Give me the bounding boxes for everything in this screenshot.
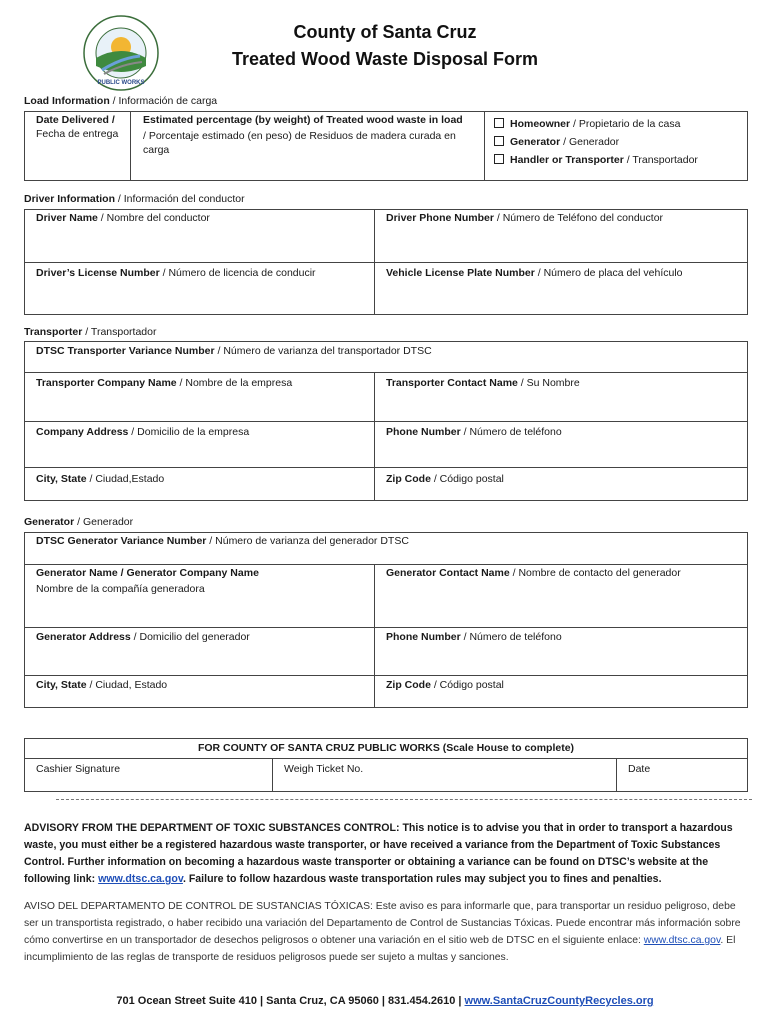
transporter-company-label-es: / Nombre de la empresa — [176, 377, 293, 389]
county-date-field[interactable]: Date — [628, 763, 651, 775]
generator-city-label-es: / Ciudad, Estado — [86, 679, 168, 691]
generator-phone-field[interactable] — [386, 630, 562, 644]
generator-phone-label-es: / Número de teléfono — [460, 631, 562, 643]
generator-label: Generator — [510, 136, 561, 148]
generator-name-field[interactable] — [36, 566, 366, 596]
advisory-en-text: ADVISORY FROM THE DEPARTMENT OF TOXIC SUBSTANCES CONTROL: This notice is to advise you that in order to transport a hazardous waste, you must either be a registered hazardous waste transporter, or have received a variance from the Department of Toxic Substances Control. Further information on becoming a hazardous waste transporter or obtaining a variance can be found on DTSC’s website at the following link: — [24, 822, 733, 885]
footer-website-link[interactable]: www.SantaCruzCountyRecycles.org — [464, 995, 654, 1007]
driver-phone-label-es: / Número de Teléfono del conductor — [493, 212, 664, 224]
generator-city-field[interactable] — [36, 678, 167, 692]
homeowner-option[interactable] — [494, 115, 744, 133]
transporter-zip-label-es: / Código postal — [430, 473, 504, 485]
driver-license-label-es: / Número de licencia de conducir — [159, 267, 316, 279]
generator-contact-label-es: / Nombre de contacto del generador — [509, 567, 681, 579]
form-title-line1: County of Santa Cruz — [293, 22, 477, 42]
driver-phone-label: Driver Phone Number — [386, 212, 494, 224]
generator-section-label — [24, 516, 133, 528]
transporter-phone-label-es: / Número de teléfono — [460, 426, 562, 438]
generator-option[interactable] — [494, 133, 744, 151]
transporter-address-field[interactable] — [36, 425, 249, 439]
transporter-address-label: Company Address — [36, 426, 129, 438]
cut-line — [56, 799, 752, 800]
handler-label: Handler or Transporter — [510, 154, 624, 166]
transporter-phone-field[interactable] — [386, 425, 562, 439]
driver-section-es: / Información del conductor — [115, 193, 245, 205]
generator-address-label-es: / Domicilio del generador — [130, 631, 250, 643]
dtsc-link-en[interactable]: www.dtsc.ca.gov — [98, 873, 183, 885]
transporter-city-field[interactable] — [36, 472, 164, 486]
generator-checkbox[interactable] — [494, 136, 504, 146]
load-section-es: / Información de carga — [109, 95, 218, 107]
driver-section-en: Driver Information — [24, 193, 116, 205]
dtsc-link-es[interactable]: www.dtsc.ca.gov — [643, 935, 721, 946]
advisory-es-after: . El incumplimiento de las reglas de transporte de residuos peligrosos puede ser sujeto a multas y sanciones. — [24, 935, 736, 963]
handler-checkbox[interactable] — [494, 154, 504, 164]
generator-zip-label: Zip Code — [386, 679, 431, 691]
generator-contact-field[interactable] — [386, 566, 681, 580]
driver-name-field[interactable] — [36, 211, 210, 225]
generator-section-es: / Generador — [74, 516, 134, 528]
generator-city-label: City, State — [36, 679, 87, 691]
driver-name-label-es: / Nombre del conductor — [97, 212, 210, 224]
generator-name-label: Generator Name / Generator Company Name — [36, 567, 259, 579]
date-delivered-field[interactable] — [36, 113, 128, 141]
driver-license-field[interactable] — [36, 266, 316, 280]
transporter-company-field[interactable] — [36, 376, 292, 390]
transporter-section-en: Transporter — [24, 326, 83, 338]
transporter-section-label — [24, 326, 156, 338]
county-use-heading: FOR COUNTY OF SANTA CRUZ PUBLIC WORKS (Scale House to complete) — [197, 742, 575, 754]
transporter-zip-label: Zip Code — [386, 473, 431, 485]
generator-variance-label: DTSC Generator Variance Number — [36, 535, 207, 547]
percentage-field[interactable] — [143, 113, 478, 157]
transporter-variance-field[interactable] — [36, 344, 432, 358]
load-section-en: Load Information — [24, 95, 110, 107]
transporter-variance-label: DTSC Transporter Variance Number — [36, 345, 215, 357]
transporter-company-label: Transporter Company Name — [36, 377, 177, 389]
driver-phone-field[interactable] — [386, 211, 663, 225]
generator-label-es: / Generador — [560, 136, 620, 148]
transporter-contact-label-es: / Su Nombre — [517, 377, 580, 389]
generator-zip-field[interactable] — [386, 678, 504, 692]
generator-name-label-es: Nombre de la compañía generadora — [36, 583, 205, 595]
generator-section-en: Generator — [24, 516, 75, 528]
handler-option[interactable] — [494, 151, 744, 169]
plate-number-field[interactable] — [386, 266, 683, 280]
weigh-ticket-field[interactable]: Weigh Ticket No. — [284, 763, 364, 775]
footer — [0, 995, 770, 1007]
handler-label-es: / Transportador — [623, 154, 698, 166]
homeowner-label: Homeowner — [510, 118, 571, 130]
transporter-zip-field[interactable] — [386, 472, 504, 486]
generator-address-field[interactable] — [36, 630, 250, 644]
transporter-city-label: City, State — [36, 473, 87, 485]
role-options — [494, 115, 744, 169]
percentage-label: Estimated percentage (by weight) of Treated wood waste in load — [143, 114, 463, 126]
transporter-phone-label: Phone Number — [386, 426, 461, 438]
generator-zip-label-es: / Código postal — [430, 679, 504, 691]
generator-address-label: Generator Address — [36, 631, 131, 643]
transporter-city-label-es: / Ciudad,Estado — [86, 473, 165, 485]
homeowner-label-es: / Propietario de la casa — [570, 118, 681, 130]
percentage-label-es: / Porcentaje estimado (en peso) de Residuos de madera curada en carga — [143, 130, 456, 156]
date-delivered-label: Date Delivered / — [36, 114, 115, 126]
transporter-variance-label-es: / Número de varianza del transportador DTSC — [214, 345, 432, 357]
date-delivered-label-es: Fecha de entrega — [36, 128, 119, 140]
generator-variance-field[interactable] — [36, 534, 409, 548]
advisory-english — [24, 820, 748, 888]
generator-phone-label: Phone Number — [386, 631, 461, 643]
footer-address: 701 Ocean Street Suite 410 | Santa Cruz, CA 95060 | 831.454.2610 | — [116, 995, 465, 1007]
plate-number-label-es: / Número de placa del vehículo — [534, 267, 683, 279]
advisory-en-after: . Failure to follow hazardous waste transportation rules may subject you to fines and penalties. — [182, 873, 662, 885]
driver-section-label — [24, 193, 245, 205]
driver-license-label: Driver’s License Number — [36, 267, 160, 279]
transporter-address-label-es: / Domicilio de la empresa — [128, 426, 250, 438]
homeowner-checkbox[interactable] — [494, 118, 504, 128]
advisory-spanish — [24, 898, 748, 966]
driver-name-label: Driver Name — [36, 212, 98, 224]
transporter-contact-label: Transporter Contact Name — [386, 377, 518, 389]
generator-variance-label-es: / Número de varianza del generador DTSC — [206, 535, 409, 547]
svg-text:PUBLIC WORKS: PUBLIC WORKS — [97, 80, 145, 86]
load-section-label — [24, 95, 217, 107]
form-title-line2: Treated Wood Waste Disposal Form — [231, 49, 539, 69]
plate-number-label: Vehicle License Plate Number — [386, 267, 535, 279]
cashier-signature-field[interactable]: Cashier Signature — [36, 763, 121, 775]
generator-contact-label: Generator Contact Name — [386, 567, 510, 579]
transporter-contact-field[interactable] — [386, 376, 580, 390]
transporter-section-es: / Transportador — [82, 326, 157, 338]
advisory-es-text: AVISO DEL DEPARTAMENTO DE CONTROL DE SUSTANCIAS TÓXICAS: Este aviso es para informarle que, para transportar un residuo peligroso, debe ser un transportista registrado, o haber recibido una variación del Departamento de Control de Sustancias Tóxicas. Puede encontrar más información sobre cómo convertirse en un transportador de desechos peligrosos o obtener una variación en el sitio web de DTSC en el siguiente enlace: — [24, 901, 741, 946]
